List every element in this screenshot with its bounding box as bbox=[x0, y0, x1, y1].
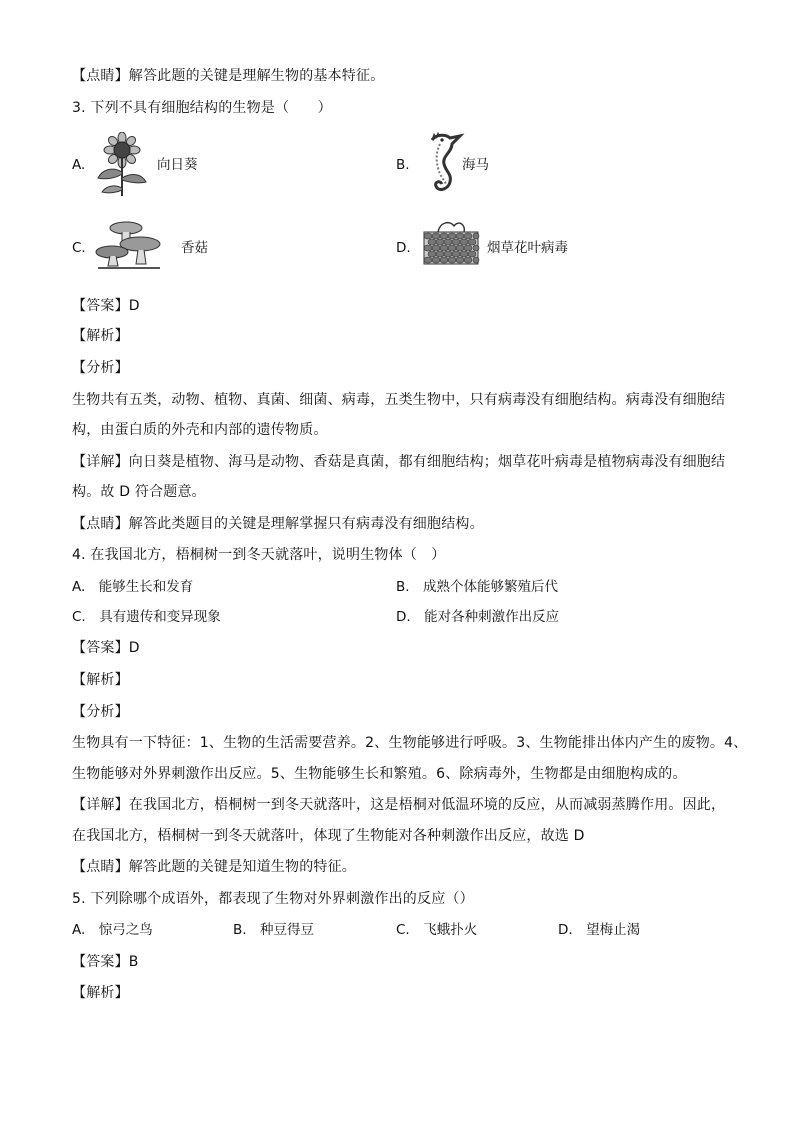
q3-option-b-letter: B. bbox=[396, 157, 410, 173]
q3-explanation-heading: 【解析】 bbox=[72, 328, 129, 344]
q5-option-c: C. 飞蛾扑火 bbox=[396, 922, 478, 938]
q3-option-a-label: 向日葵 bbox=[157, 157, 198, 173]
q4-detail-line-1: 【详解】在我国北方，梧桐树一到冬天就落叶，这是梧桐对低温环境的反应，从而减弱蒸腾作用。因此， bbox=[72, 797, 726, 813]
q5-explanation-heading: 【解析】 bbox=[72, 985, 129, 1001]
tobacco-mosaic-virus-icon bbox=[420, 220, 482, 268]
q4-analysis-line-2: 生物能够对外界刺激作出反应。5、生物能够生长和繁殖。6、除病毒外，生物都是由细胞构成的。 bbox=[72, 766, 687, 782]
q4-option-a: A. 能够生长和发育 bbox=[72, 579, 194, 595]
q3-option-b-label: 海马 bbox=[462, 157, 489, 173]
q4-analysis-line-1: 生物具有一下特征：1、生物的生活需要营养。2、生物能够进行呼吸。3、生物能排出体内产生的废物。4、 bbox=[72, 735, 748, 751]
question-4-stem: 4. 在我国北方，梧桐树一到冬天就落叶，说明生物体（ ） bbox=[72, 547, 446, 563]
q3-option-c-letter: C. bbox=[72, 240, 86, 256]
q3-option-a-letter: A. bbox=[72, 157, 86, 173]
q5-option-b: B. 种豆得豆 bbox=[233, 922, 315, 938]
q5-option-d: D. 望梅止渴 bbox=[558, 922, 641, 938]
q3-detail-line-1: 【详解】向日葵是植物、海马是动物、香菇是真菌，都有细胞结构；烟草花叶病毒是植物病毒没有细胞结 bbox=[72, 454, 726, 470]
q5-answer: 【答案】B bbox=[72, 954, 139, 970]
q5-option-a: A. 惊弓之鸟 bbox=[72, 922, 153, 938]
q4-answer: 【答案】D bbox=[72, 640, 140, 656]
q3-tip: 【点睛】解答此类题目的关键是理解掌握只有病毒没有细胞结构。 bbox=[72, 516, 484, 532]
seahorse-icon bbox=[422, 130, 466, 198]
tip-paragraph-q2: 【点睛】解答此题的关键是理解生物的基本特征。 bbox=[72, 68, 385, 84]
q3-option-c-label: 香菇 bbox=[181, 240, 208, 256]
q4-explanation-heading: 【解析】 bbox=[72, 672, 129, 688]
q4-analysis-heading: 【分析】 bbox=[72, 704, 129, 720]
q3-analysis-line-2: 构，由蛋白质的外壳和内部的遗传物质。 bbox=[72, 422, 328, 438]
q3-option-d-label: 烟草花叶病毒 bbox=[487, 240, 568, 256]
q4-detail-line-2: 在我国北方，梧桐树一到冬天就落叶，体现了生物能对各种刺激作出反应，故选 D bbox=[72, 828, 585, 844]
q4-option-d: D. 能对各种刺激作出反应 bbox=[396, 609, 560, 625]
q3-analysis-line-1: 生物共有五类，动物、植物、真菌、细菌、病毒，五类生物中，只有病毒没有细胞结构。病毒没有细胞结 bbox=[72, 392, 726, 408]
q4-option-c: C. 具有遗传和变异现象 bbox=[72, 609, 221, 625]
q4-tip: 【点睛】解答此题的关键是知道生物的特征。 bbox=[72, 859, 356, 875]
mushroom-icon bbox=[92, 218, 164, 272]
question-3-stem: 3. 下列不具有细胞结构的生物是（ ） bbox=[72, 100, 332, 116]
q3-answer: 【答案】D bbox=[72, 298, 140, 314]
sunflower-icon bbox=[92, 132, 152, 198]
q3-detail-line-2: 构。故 D 符合题意。 bbox=[72, 484, 206, 500]
q3-option-d-letter: D. bbox=[396, 240, 411, 256]
q3-analysis-heading: 【分析】 bbox=[72, 360, 129, 376]
question-5-stem: 5. 下列除哪个成语外，都表现了生物对外界刺激作出的反应（） bbox=[72, 891, 474, 907]
q4-option-b: B. 成熟个体能够繁殖后代 bbox=[396, 579, 559, 595]
